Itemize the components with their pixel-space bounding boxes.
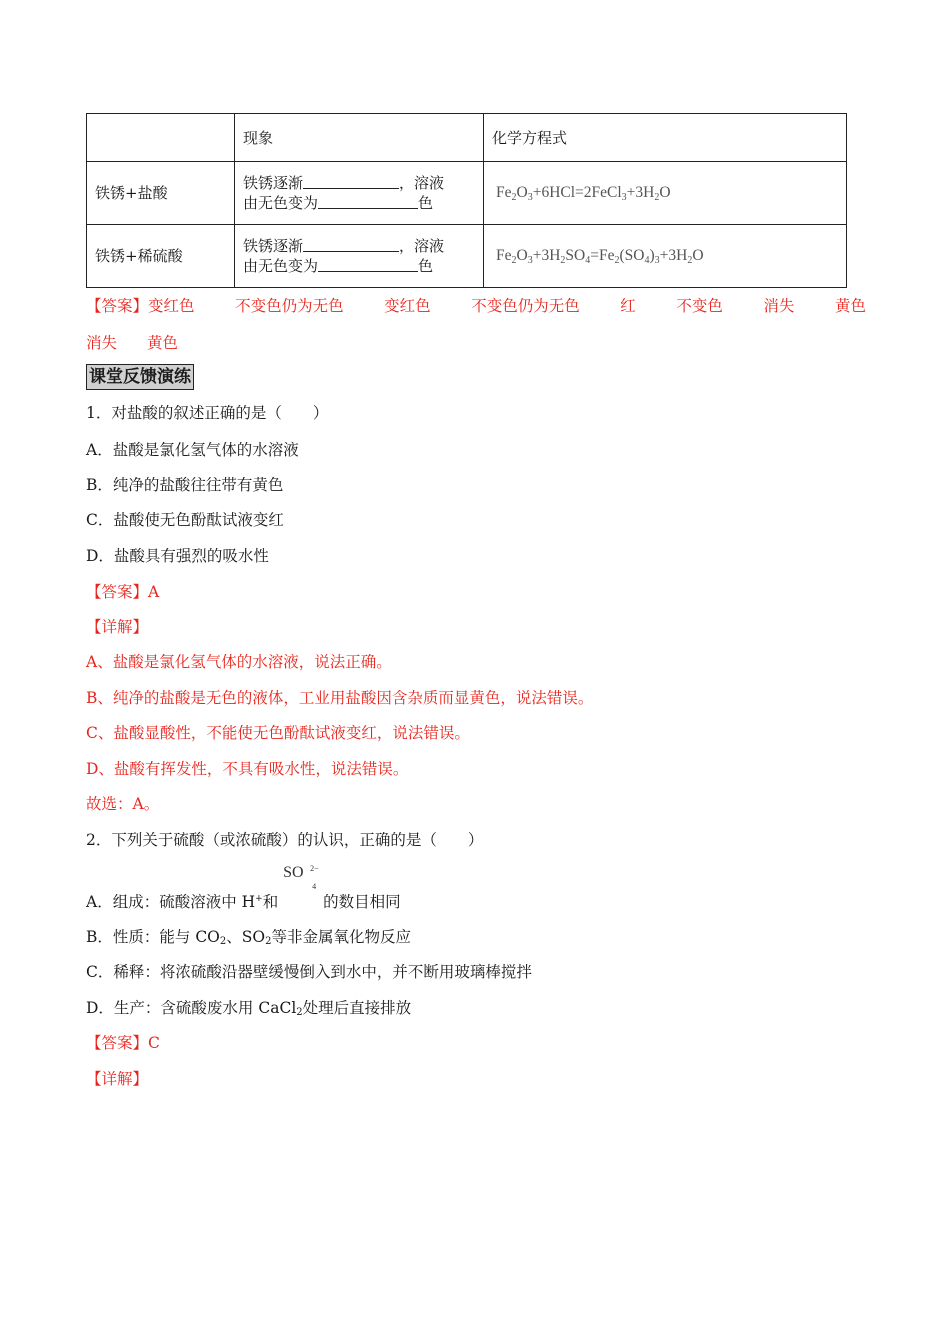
table-header-cell (87, 114, 235, 162)
phenomenon-text: ，溶液 (399, 174, 445, 192)
answer-item: 红 (620, 297, 636, 315)
answer-item: 消失 (763, 297, 795, 315)
question-1-detail: C、盐酸显酸性，不能使无色酚酞试液变红，说法错误。 (86, 724, 470, 742)
table-header-row (87, 114, 847, 162)
answer-line-2 (86, 331, 208, 353)
equation-cell: $Fe_2O_3+3H_2SO_4=Fe_2(SO_4)_3+3H_2O$ (484, 225, 847, 288)
answer-item: 不变色仍为无色 (471, 297, 580, 315)
fill-blank (303, 174, 399, 189)
phenomenon-text: 色 (418, 257, 434, 275)
question-2-option-a: A．组成：硫酸溶液中 H+和 SO 2− 4 的数目相同 (86, 864, 401, 911)
answer-item: 消失 (86, 334, 118, 352)
reactant-cell: 铁锈+稀硫酸 (87, 225, 235, 288)
section-title: 课堂反馈演练 (86, 364, 194, 390)
phenomenon-text: 色 (418, 194, 434, 212)
question-1-detail: D、盐酸有挥发性，不具有吸水性，说法错误。 (86, 760, 409, 778)
question-2-option-b: B．性质：能与 $CO_2$、$SO_2$等非金属氧化物反应 (86, 928, 411, 947)
answer-item: 不变色 (676, 297, 723, 315)
question-2-answer: 【答案】C (86, 1034, 160, 1052)
fill-blank (318, 194, 418, 209)
reactant-cell: 铁锈+盐酸 (87, 162, 235, 225)
question-1-option-a: A．盐酸是氯化氢气体的水溶液 (86, 441, 299, 459)
question-1-detail: B、纯净的盐酸是无色的液体，工业用盐酸因含杂质而显黄色，说法错误。 (86, 689, 594, 707)
fill-blank (303, 237, 399, 252)
answer-label: 【答案】变红色 (86, 297, 195, 315)
phenomenon-text: 铁锈逐渐 (243, 237, 304, 255)
answer-item: 不变色仍为无色 (235, 297, 344, 315)
phenomenon-text: ，溶液 (399, 237, 445, 255)
equation-cell: $Fe_2O_3+6HCl=2FeCl_3+3H_2O$ (484, 162, 847, 225)
table-header-cell: 化学方程式 (484, 114, 847, 162)
phenomenon-cell (235, 162, 484, 225)
question-1-detail: A、盐酸是氯化氢气体的水溶液，说法正确。 (86, 653, 392, 671)
phenomenon-text: 铁锈逐渐 (243, 174, 304, 192)
answer-line-1 (86, 294, 866, 316)
phenomenon-cell (235, 225, 484, 288)
question-2-option-c: C．稀释：将浓硫酸沿器壁缓慢倒入到水中，并不断用玻璃棒搅拌 (86, 963, 532, 981)
table-row (87, 162, 847, 225)
question-2-option-d: D．生产：含硫酸废水用 CaCl$_2$处理后直接排放 (86, 999, 412, 1018)
phenomenon-text: 由无色变为 (243, 194, 319, 212)
answer-item: 黄色 (834, 297, 866, 315)
fill-blank (318, 257, 418, 272)
phenomenon-text: 由无色变为 (243, 257, 319, 275)
table-row (87, 225, 847, 288)
question-1-answer: 【答案】A (86, 583, 160, 601)
reaction-table (86, 113, 847, 288)
question-2-stem: 2．下列关于硫酸（或浓硫酸）的认识，正确的是（ ） (86, 831, 484, 849)
sulfate-ion-formula: SO 2− 4 (283, 864, 319, 891)
question-2-detail-label: 【详解】 (86, 1070, 149, 1088)
question-1-stem: 1．对盐酸的叙述正确的是（ ） (86, 404, 329, 422)
question-1-option-b: B．纯净的盐酸往往带有黄色 (86, 476, 284, 494)
question-1-option-d: D．盐酸具有强烈的吸水性 (86, 547, 269, 565)
question-1-detail-label: 【详解】 (86, 618, 149, 636)
question-1-conclusion: 故选：A。 (86, 795, 160, 813)
answer-item: 黄色 (147, 334, 179, 352)
table-header-cell: 现象 (235, 114, 484, 162)
question-1-option-c: C．盐酸使无色酚酞试液变红 (86, 511, 284, 529)
answer-item: 变红色 (384, 297, 431, 315)
